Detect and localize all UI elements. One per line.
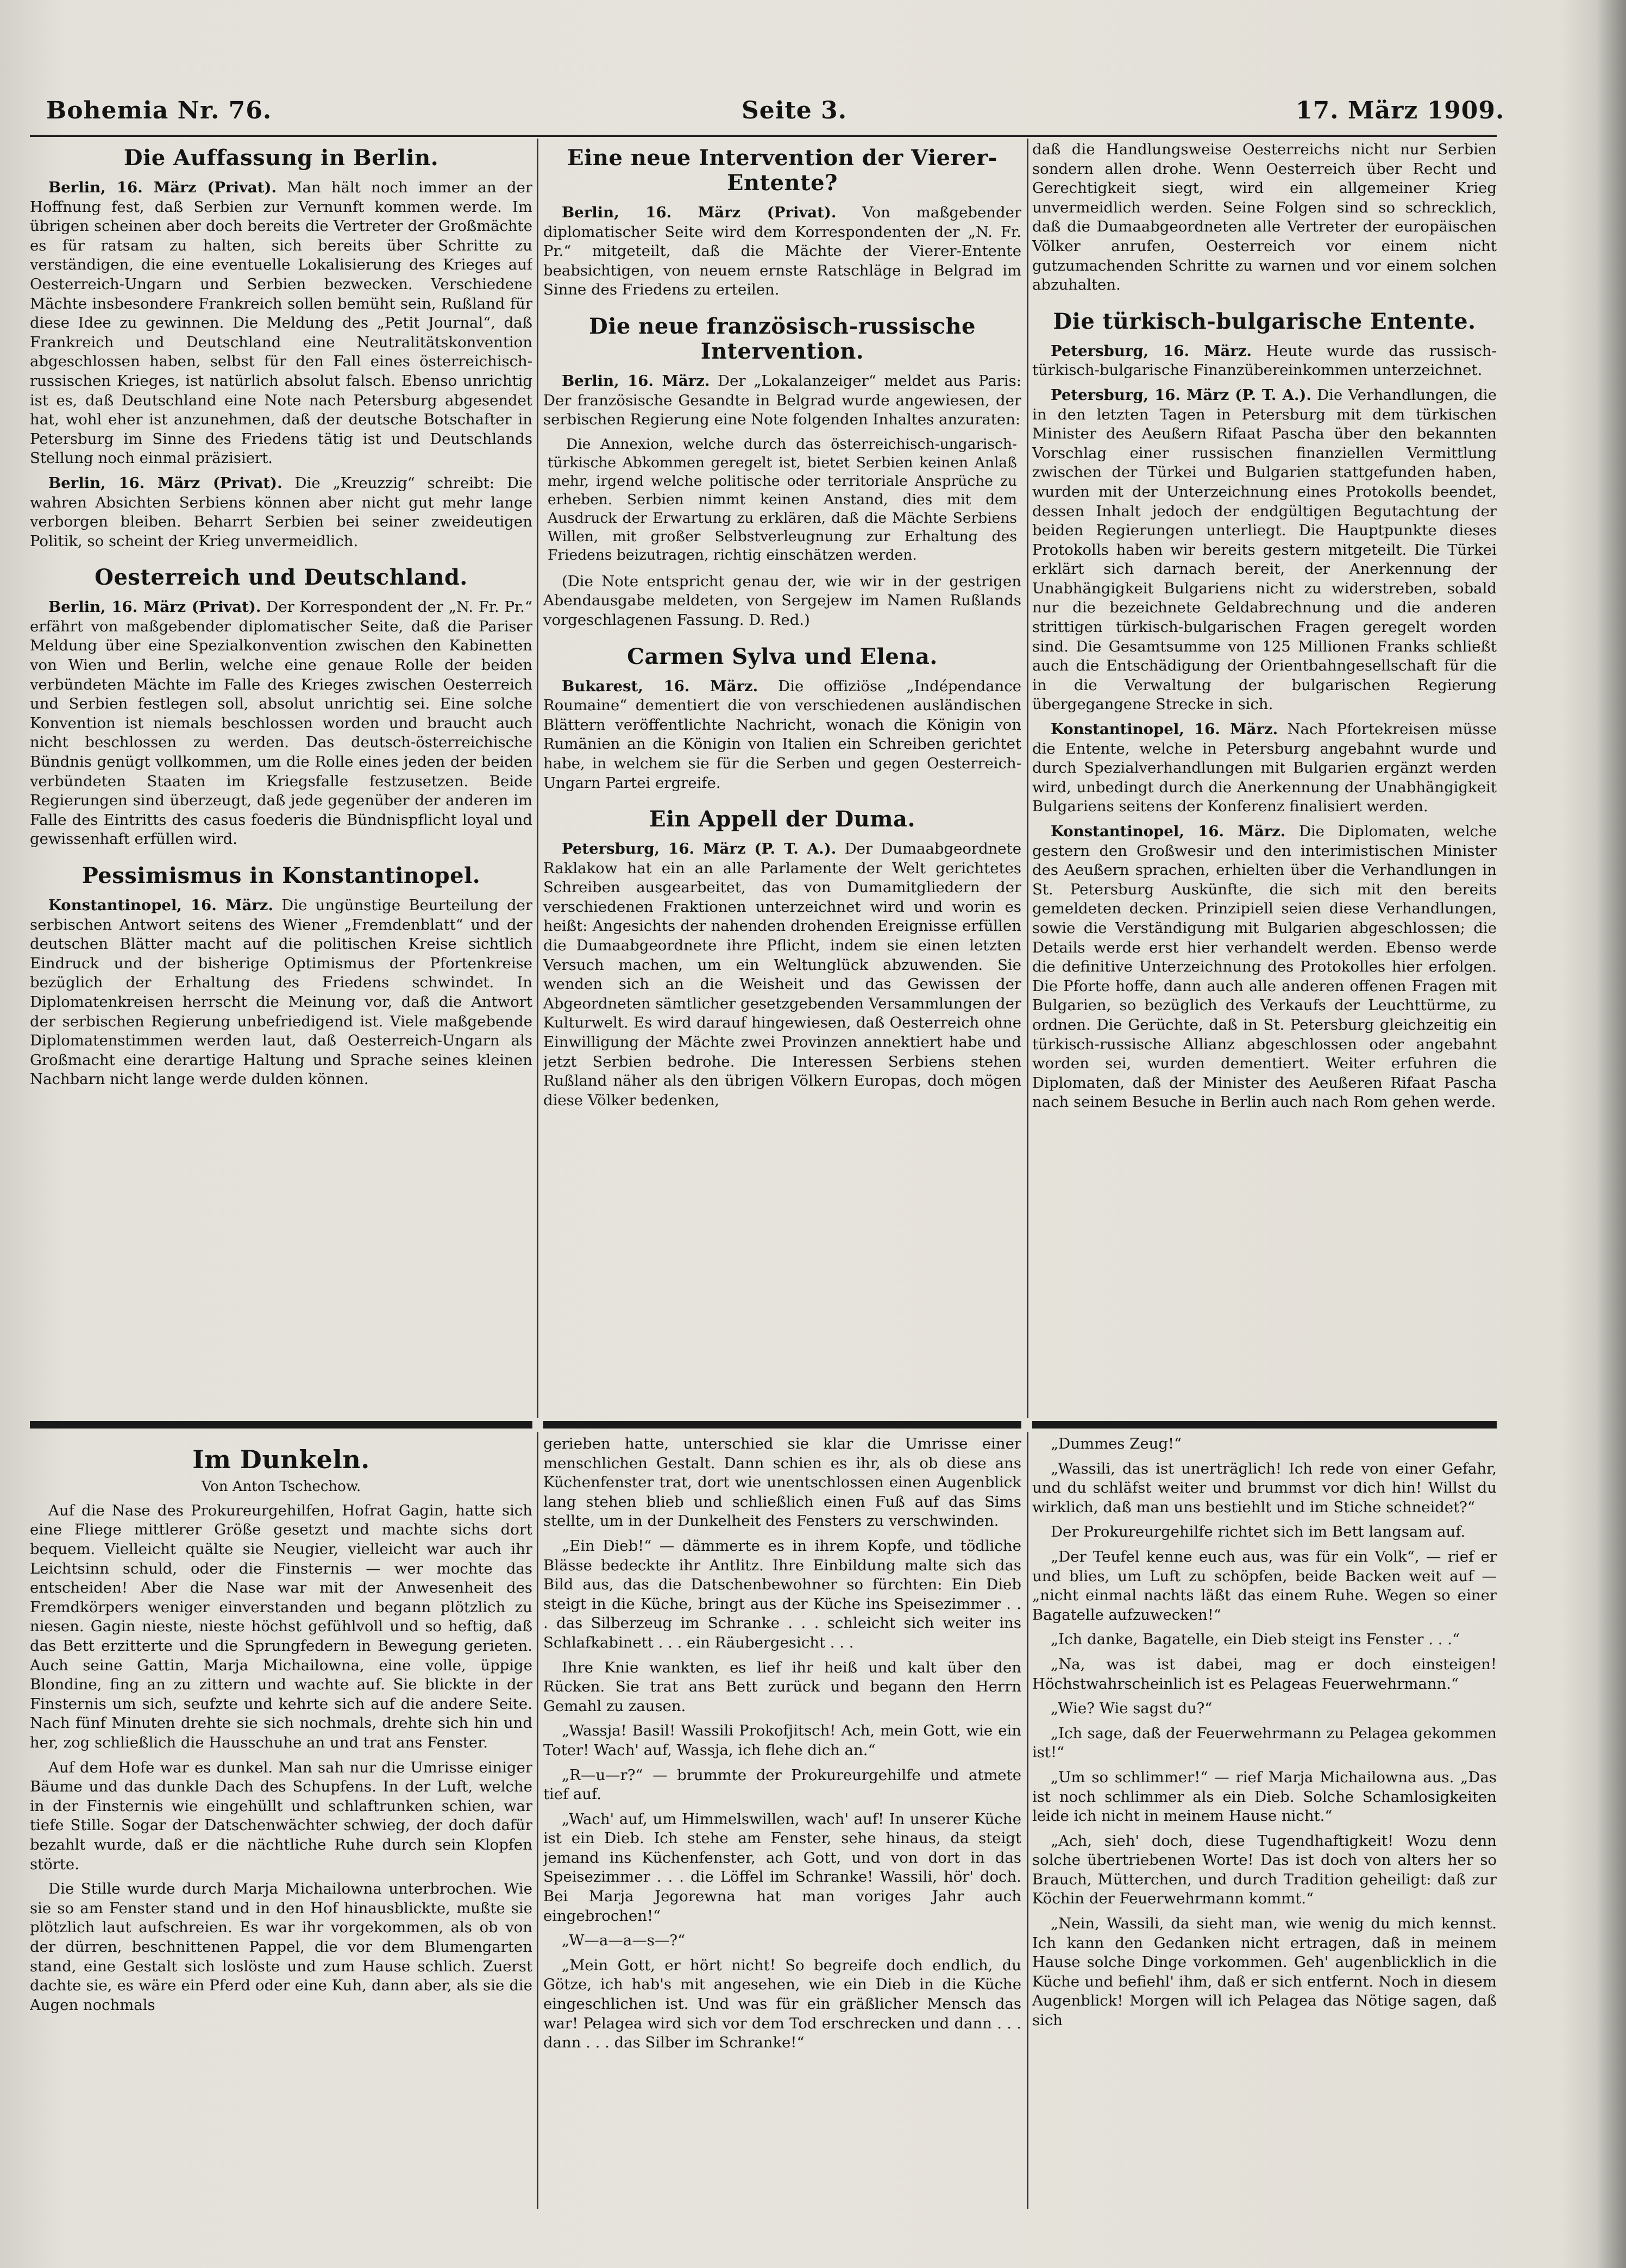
column-rule-4 [1027, 1432, 1028, 2209]
article-paragraph [543, 203, 1021, 300]
feuilleton-rule-1 [30, 1421, 532, 1429]
article-paragraph [30, 896, 532, 1089]
dateline: Petersburg, 16. März (P. T. A.). [1051, 386, 1311, 404]
story-paragraph: „Um so schlimmer!“ — rief Marja Michailowna aus. „Das ist noch schlimmer als ein Dieb. Solche Schamlosigkeiten leide ich nicht in meinem Hause nicht.“ [1032, 1768, 1497, 1825]
column-rule-2 [1027, 139, 1028, 1418]
dateline: Petersburg, 16. März (P. T. A.). [562, 840, 837, 858]
paragraph-text: Von maßgebender diplomatischer Seite wird dem Korrespondenten der „N. Fr. Pr.“ mitgeteilt, daß die Mächte der Vierer-Entente beabsichtigen, von neuem ernste Ratschläge in Belgrad im Sinne des Friedens zu erteilen. [543, 204, 1021, 299]
article-carmen-sylva [543, 644, 1021, 793]
dateline: Konstantinopel, 16. März. [1051, 721, 1278, 738]
story-paragraph: Die Stille wurde durch Marja Michailowna unterbrochen. Wie sie so am Fenster stand und in den Hof hinausblickte, mußte sie plötzlich laut aufschreien. Es war ihr vorgekommen, als ob von der dürren, beschnittenen Pappel, die vor dem Blumengarten stand, eine Gestalt sich loslöste und zum Hause schlich. Zuerst dachte sie, es wäre ein Pferd oder eine Kuh, dann aber, als sie die Augen nochmals [30, 1880, 532, 2014]
article-title: Ein Appell der Duma. [649, 806, 915, 832]
story-paragraph: „Ein Dieb!“ — dämmerte es in ihrem Kopfe, und tödliche Blässe bedeckte ihr Antlitz. Ihre Einbildung malte sich das Bild aus, das die Datschenbewohner so fürchten: Ein Dieb steigt in die Küche, bringt aus der Küche ins Speisezimmer . . . das Silberzeug im Schranke . . . schleicht sich weiter ins Schlafkabinett . . . ein Räubergesicht . . . [543, 1537, 1021, 1651]
article-paragraph [543, 372, 1021, 430]
paragraph-text: Die Diplomaten, welche gestern den Großwesir und den interimistischen Minister des Aeußern sprachen, erhielten über die Verhandlungen in St. Petersburg Auskünfte, die sich mit den bereits gemeldeten decken. Prinzipiell seien diese Verhandlungen, sowie die Verständigung mit Bulgarien abgeschlossen; die Details werde erst hier verhandelt werden. Ebenso werde die definitive Unterzeichnung des Protokolles hier erfolgen. Die Pforte hoffe, dann auch alle anderen offenen Fragen mit Bulgarien, so bezüglich des Verkaufs der Leuchttürme, zu ordnen. Die Gerüchte, daß in St. Petersburg gleichzeitig ein türkisch-russische Allianz abgeschlossen oder angebahnt worden sei, wurden dementiert. Weiter erfuhren die Diplomaten, daß der Minister des Aeußeren Rifaat Pascha nach seinem Besuche in Berlin auch nach Rom gehen werde. [1032, 823, 1497, 1111]
story-paragraph: „Wassja! Basil! Wassili Prokofjitsch! Ach, mein Gott, wie ein Toter! Wach' auf, Wassja, ich flehe dich an.“ [543, 1722, 1021, 1759]
paragraph-text: Die ungünstige Beurteilung der serbischen Antwort seitens des Wiener „Fremdenblatt“ und der deutschen Blätter macht auf die politischen Kreise sichtlich Eindruck und der bisherige Optimismus der Pfortenkreise bezüglich der Erhaltung des Friedens schwindet. In Diplomatenkreisen herrscht die Meinung vor, daß die Antwort der serbischen Regierung unbefriedigend ist. Viele maßgebende Diplomatenstimmen werden laut, daß Oesterreich-Ungarn als Großmacht eine derartige Haltung und Sprache seines kleinen Nachbarn nicht lange werde dulden können. [30, 897, 532, 1088]
story-paragraph: „W—a—a—s—?“ [562, 1932, 686, 1950]
article-paragraph [1032, 342, 1497, 380]
feuilleton-column-3 [1032, 1434, 1497, 2206]
article-paragraph [30, 178, 532, 468]
article-title: Carmen Sylva und Elena. [627, 643, 938, 669]
article-paragraph [1032, 720, 1497, 817]
article-new-intervention [543, 146, 1021, 300]
dateline: Konstantinopel, 16. März. [1051, 823, 1286, 840]
feuilleton-column-1 [30, 1434, 532, 2206]
header-date: 17. März 1909. [1296, 97, 1505, 124]
article-berlin-view [30, 146, 532, 551]
dateline: Berlin, 16. März (Privat). [562, 204, 837, 221]
dateline: Berlin, 16. März (Privat). [48, 179, 277, 196]
story-paragraph: „Wassili, das ist unerträglich! Ich rede von einer Gefahr, und du schläfst weiter und brummst vor dich hin! Willst du wirklich, daß man uns bestiehlt und im Stiche schneidet?“ [1032, 1459, 1497, 1516]
story-paragraph: „Ich danke, Bagatelle, ein Dieb steigt ins Fenster . . .“ [1051, 1631, 1460, 1649]
column-3-news [1032, 140, 1497, 1417]
dateline: Bukarest, 16. März. [562, 677, 758, 695]
note-text: Die Annexion, welche durch das österreichisch-ungarisch-türkische Abkommen geregelt ist, bietet Serbien keinen Anlaß mehr, irgend welche politische oder territoriale Ansprüche zu erheben. Serbien nimmt keinen Anstand, dies mit dem Ausdruck der Erwartung zu erklären, daß die Mächte Serbiens Willen, mit großer Selbstverleugnung zur Erhaltung des Friedens beizutragen, richtig einschätzen werden. [548, 435, 1017, 563]
article-turkish-bulgarian-entente [1032, 309, 1497, 1112]
feuilleton-rule-3 [1032, 1421, 1497, 1429]
article-paragraph [30, 474, 532, 551]
paragraph-text: Der „Lokalanzeiger“ meldet aus Paris: Der französische Gesandte in Belgrad wurde angewiesen, der serbischen Regierung eine Note folgenden Inhaltes anzuraten: [543, 372, 1021, 429]
story-paragraph: Ihre Knie wankten, es lief ihr heiß und kalt über den Rücken. Sie trat ans Bett zurück und begann den Herrn Gemahl zu zausen. [543, 1658, 1021, 1715]
column-1-news [30, 140, 532, 1417]
story-paragraph: „Wie? Wie sagst du?“ [1051, 1700, 1213, 1718]
story-paragraph: „R—u—r?“ — brummte der Prokureurgehilfe und atmete tief auf. [543, 1766, 1021, 1803]
dateline: Berlin, 16. März (Privat). [48, 474, 282, 492]
article-title: Pessimismus in Konstantinopel. [81, 863, 481, 888]
page-header [0, 97, 1626, 146]
article-paragraph: daß die Handlungsweise Oesterreichs nicht nur Serbien sondern allen drohe. Wenn Oesterreich über Recht und Gerechtigkeit siegt, wird ein allgemeiner Krieg unvermeidlich werden. Seine Folgen sind so schrecklich, daß die Dumaabgeordneten alle Vertreter der europäischen Völker anrufen, Oesterreich vor einem nicht gutzumachenden Schritte zu warnen und vor einem solchen abzuhalten. [1032, 141, 1497, 294]
column-2-news [543, 140, 1021, 1417]
paragraph-text: Der Dumaabgeordnete Raklakow hat ein an alle Parlamente der Welt gerichtetes Schreiben ausgearbeitet, das von Dumamitgliedern der verschiedenen Fraktionen unterzeichnet wird und worin es heißt: Angesichts der nahenden drohenden Ereignisse erfüllen die Dumaabgeordnete ihre Pflicht, indem sie einen letzten Versuch machen, um ein Weltunglück abzuwenden. Sie wenden sich an die Weisheit und das Gewissen der Abgeordneten sämtlicher gesetzgebenden Versammlungen der Kulturwelt. Es wird darauf hingewiesen, daß Oesterreich ohne Einwilligung der Mächte zwei Provinzen annektiert habe und jetzt Serbien bedrohe. Die Interessen Serbiens stehen Rußland näher als den übrigen Völkern Europas, doch mögen diese Völker bedenken, [543, 840, 1021, 1109]
paragraph-text: Die Verhandlungen, die in den letzten Tagen in Petersburg mit dem türkischen Minister des Aeußern Rifaat Pascha über den bekannten Vorschlag einer russischen finanziellen Vermittlung zwischen der Türkei und Bulgarien stattgefunden haben, wurden mit der Unterzeichnung eines Protokolls beendet, dessen Inhalt jedoch der endgültigen Begutachtung der beiden Regierungen unterliegt. Die Hauptpunkte dieses Protokolls haben wir bereits gestern mitgeteilt. Die Türkei erklärt sich darnach bereit, der Anerkennung der Unabhängigkeit Bulgariens nicht zu widerstreben, sobald nur die bezeichnete Geldabrechnung und die anderen strittigen türkisch-bulgarischen Fragen geregelt worden sind. Die Gesamtsumme von 125 Millionen Franks schließt auch die Entschädigung der Orientbahngesellschaft für die in die Verwaltung der bulgarischen Regierung übergegangene Strecke in sich. [1032, 386, 1497, 713]
paragraph-text: Die „Kreuzzig“ schreibt: Die wahren Absichten Serbiens können aber nicht gut mehr lange verborgen bleiben. Beharrt Serbien bei seiner zweideutigen Politik, so scheint der Krieg unvermeidlich. [30, 474, 532, 550]
story-paragraph: Auf dem Hofe war es dunkel. Man sah nur die Umrisse einiger Bäume und das dunkle Dach des Schupfens. In der Luft, welche in der Finsternis wie eingehüllt und schlaftrunken schien, war tiefe Stille. Sogar der Datschenwächter schwieg, der doch dafür bezahlt wurde, daß er die nächtliche Ruhe durch sein Klopfen störte. [30, 1758, 532, 1873]
story-paragraph: „Ich sage, daß der Feuerwehrmann zu Pelagea gekommen ist!“ [1032, 1724, 1497, 1762]
article-paragraph [543, 677, 1021, 793]
header-rule [30, 135, 1497, 137]
story-paragraph: „Nein, Wassili, da sieht man, wie wenig du mich kennst. Ich kann den Gedanken nicht ertragen, daß in meinem Hause solche Dinge vorkommen. Geh' augenblicklich in die Küche und befiehl' ihm, daß er sich entfernt. Noch in diesem Augenblick! Morgen will ich Pelagea das Nötige sagen, daß sich [1032, 1915, 1497, 2029]
story-paragraph: „Na, was ist dabei, mag er doch einsteigen! Höchstwahrscheinlich ist es Pelageas Feuerwehrmann.“ [1032, 1655, 1497, 1693]
paragraph-text: Nach Pfortekreisen müsse die Entente, welche in Petersburg angebahnt wurde und durch Spezialverhandlungen mit Bulgarien ergänzt werden wird, unbedingt durch die Anerkennung der Unabhängigkeit Bulgariens seitens der Konferenz finalisiert werden. [1032, 721, 1497, 816]
article-paragraph [1032, 386, 1497, 715]
dateline: Berlin, 16. März. [562, 372, 710, 390]
feuilleton-title: Im Dunkeln. [192, 1445, 370, 1474]
article-paragraph: (Die Note entspricht genau der, wie wir in der gestrigen Abendausgabe meldeten, von Sergejew im Namen Rußlands vorgeschlagenen Fassung. D. Red.) [543, 572, 1021, 629]
column-rule-1 [537, 139, 538, 1418]
story-paragraph: „Ach, sieh' doch, diese Tugendhaftigkeit! Wozu denn solche übertriebenen Worte! Das ist doch von alters her so Brauch, Mütterchen, und durch Tradition geheiligt: daß zur Köchin der Feuerwehrmann kommt.“ [1032, 1832, 1497, 1908]
article-title: Oesterreich und Deutschland. [95, 565, 468, 591]
header-page-number: Seite 3. [742, 97, 847, 124]
paragraph-text: Heute wurde das russisch-türkisch-bulgarische Finanzübereinkommen unterzeichnet. [1032, 342, 1497, 379]
paragraph-text: Man hält noch immer an der Hoffnung fest, daß Serbien zur Vernunft kommen werde. Im übrigen scheinen aber doch bereits die Vertreter der Großmächte es für ratsam zu halten, sich bereits über Schritte zu verständigen, die eine eventuelle Lokalisierung des Krieges auf Oesterreich-Ungarn und Serbien bezwecken. Verschiedene Mächte insbesondere Frankreich sollen bemüht sein, Rußland für diese Idee zu gewinnen. Die Meldung des „Petit Journal“, daß Frankreich und Deutschland eine Neutralitätskonvention abgeschlossen haben, selbst für den Fall eines österreichisch-russischen Krieges, ist natürlich absolut falsch. Ebenso unrichtig ist es, daß Deutschland eine Note nach Petersburg abgesendet hat, wohl eher ist anzunehmen, daß der deutsche Botschafter in Petersburg im Sinne des Friedens tätig ist und Deutschlands Stellung noch einmal präzisiert. [30, 179, 532, 467]
article-title: Eine neue Intervention der Vierer-Entente? [567, 145, 997, 196]
column-rule-3 [537, 1432, 538, 2209]
article-paragraph [30, 598, 532, 849]
feuilleton-rule-2 [543, 1421, 1021, 1429]
article-title: Die Auffassung in Berlin. [123, 145, 439, 171]
article-title: Die neue französisch-russische Intervention. [589, 313, 976, 364]
article-paragraph [1032, 822, 1497, 1112]
story-paragraph: Auf die Nase des Prokureurgehilfen, Hofrat Gagin, hatte sich eine Fliege mittlerer Größe gesetzt und machte sichs dort bequem. Vielleicht quälte sie Neugier, vielleicht war auch ihr Leichtsinn schuld, oder die Finsternis — wer mochte das entscheiden! Aber die Nase war mit der Anwesenheit des Fremdkörpers weniger einverstanden und begann plötzlich zu niesen. Gagin nieste, nieste höchst gefühlvoll und so heftig, daß das Bett erzitterte und die Sprungfedern in Bewegung gerieten. Auch seine Gattin, Marja Michailowna, eine volle, üppige Blondine, fing an zu zittern und wachte auf. Sie blickte in der Finsternis um sich, seufzte und kehrte sich auf die andere Seite. Nach fünf Minuten drehte sie sich nochmals, drehte sich hin und her, zog schließlich die Hausschuhe an und trat ans Fenster. [30, 1501, 532, 1752]
dateline: Petersburg, 16. März. [1051, 342, 1252, 360]
article-paragraph [543, 839, 1021, 1110]
story-paragraph: „Wach' auf, um Himmelswillen, wach' auf! In unserer Küche ist ein Dieb. Ich stehe am Fenster, sehe hinaus, da steigt jemand ins Küchenfenster, ach Gott, und von dort in das Speisezimmer . . . die Löffel im Schranke! Wassili, hör' doch. Bei Marja Jegorewna hat man voriges Jahr auch eingebrochen!“ [543, 1810, 1021, 1925]
article-austria-germany [30, 565, 532, 849]
article-title: Die türkisch-bulgarische Entente. [1053, 308, 1476, 334]
article-duma-appeal [543, 807, 1021, 1110]
story-paragraph: gerieben hatte, unterschied sie klar die Umrisse einer menschlichen Gestalt. Dann schien es ihr, als ob diese ans Küchenfenster trat, dort wie unentschlossen einen Augenblick lang stehen blieb und schließlich einen Fuß auf das Sims stellte, um in der Dunkelheit des Fensters zu verschwinden. [543, 1435, 1021, 1530]
story-paragraph: „Mein Gott, er hört nicht! So begreife doch endlich, du Götze, ich hab's mit angesehen, wie ein Dieb in die Küche eingeschlichen ist. Und was für ein gräßlicher Mensch das war! Pelagea wird sich vor dem Tod erschrecken und dann . . . dann . . . das Silber im Schranke!“ [543, 1956, 1021, 2052]
header-issue: Bohemia Nr. 76. [46, 97, 272, 124]
feuilleton-byline: Von Anton Tschechow. [201, 1478, 361, 1495]
dateline: Konstantinopel, 16. März. [48, 897, 273, 914]
article-pessimism-constantinople [30, 863, 532, 1089]
dateline: Berlin, 16. März (Privat). [48, 598, 261, 616]
feuilleton-column-2 [543, 1434, 1021, 2206]
story-paragraph: „Der Teufel kenne euch aus, was für ein Volk“, — rief er und blies, um Luft zu schöpfen, beide Backen weit auf — „nicht einmal nachts läßt das einem Ruhe. Wegen so einer Bagatelle aufzuwecken!“ [1032, 1547, 1497, 1624]
paragraph-text: Der Korrespondent der „N. Fr. Pr.“ erfährt von maßgebender diplomatischer Seite, daß die Pariser Meldung über eine Spezialkonvention zwischen den Kabinetten von Wien und Berlin, welche eine genaue Rolle der beiden verbündeten Mächte im Falle des Krieges zwischen Oesterreich und Serbien festlegen soll, absolut unrichtig sei. Eine solche Konvention ist niemals beschlossen worden und braucht auch nicht beschlossen zu werden. Das deutsch-österreichische Bündnis genügt vollkommen, um die Rolle eines jeden der beiden verbündeten Staaten im Kriegsfalle festzusetzen. Beide Regierungen sind überzeugt, daß jede gegenüber der anderen im Falle des Eintritts des casus foederis die Bündnispflicht loyal und gewissenhaft erfüllen wird. [30, 598, 532, 848]
story-paragraph: Der Prokureurgehilfe richtet sich im Bett langsam auf. [1051, 1523, 1466, 1541]
page-edge-shadow [1596, 0, 1626, 2268]
story-paragraph: „Dummes Zeug!“ [1051, 1435, 1182, 1452]
article-franco-russian-intervention [543, 314, 1021, 630]
paragraph-text: Die offiziöse „Indépendance Roumaine“ dementiert die von verschiedenen ausländischen Blättern veröffentlichte Nachricht, wonach die Königin von Rumänien an die Königin von Italien ein Schreiben gerichtet habe, in welchem sie für die Serben und gegen Oesterreich-Ungarn Partei ergreife. [543, 677, 1021, 792]
article-duma-continued [1032, 140, 1497, 295]
